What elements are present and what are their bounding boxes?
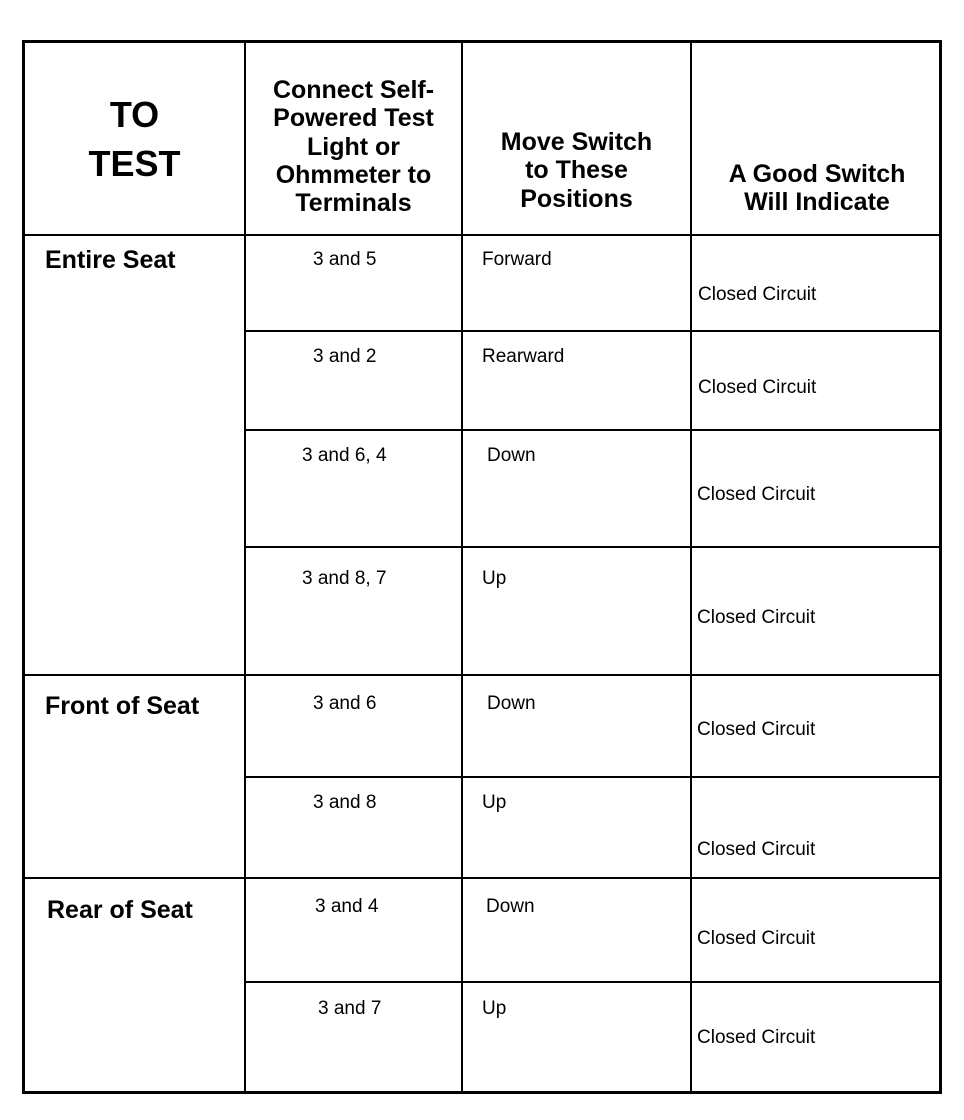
position-cell: Rearward [482,346,565,367]
terminals-cell: 3 and 4 [315,896,379,917]
header-line: Powered Test [273,104,434,133]
position-cell: Down [486,896,535,917]
result-cell: Closed Circuit [697,839,816,860]
terminals-cell: 3 and 2 [313,346,377,367]
position-cell: Forward [482,249,552,270]
terminals-cell: 3 and 6, 4 [302,445,387,466]
header-to-test [25,91,244,188]
result-cell: Closed Circuit [697,484,816,505]
header-line: Move Switch [500,128,653,156]
terminals-cell: 3 and 7 [318,998,382,1019]
header-line: A Good Switch [728,160,906,188]
header-divider [25,234,939,236]
row-divider [244,330,939,332]
header-line: to These [525,156,628,185]
terminals-cell: 3 and 8, 7 [302,568,387,589]
header-line: Light or [306,132,401,161]
terminals-cell: 3 and 8 [313,792,377,813]
result-cell: Closed Circuit [697,1027,816,1048]
result-cell: Closed Circuit [698,377,817,398]
header-line: Positions [520,184,633,213]
result-cell: Closed Circuit [697,928,816,949]
header-line: TEST [88,142,181,184]
row-divider [244,546,939,548]
group-divider [25,674,939,676]
result-cell: Closed Circuit [697,607,816,628]
group-label: Rear of Seat [47,896,193,924]
result-cell: Closed Circuit [697,719,816,740]
group-label: Front of Seat [45,692,200,720]
terminals-cell: 3 and 6 [313,693,377,714]
header-line: Terminals [295,189,412,217]
position-cell: Up [482,792,507,813]
row-divider [244,981,939,983]
header-move-switch [463,128,690,213]
group-divider [25,877,939,879]
header-line: Connect Self- [272,76,435,104]
group-label: Entire Seat [45,246,176,274]
header-good-switch [692,160,942,217]
result-cell: Closed Circuit [698,284,817,305]
row-divider [244,429,939,431]
header-line: Ohmmeter to [275,160,432,189]
header-line: Will Indicate [744,188,890,217]
position-cell: Up [482,568,507,589]
test-table [22,40,942,1094]
position-cell: Down [487,445,536,466]
header-line: TO [109,94,160,135]
position-cell: Up [482,998,507,1019]
position-cell: Down [487,693,536,714]
row-divider [244,776,939,778]
terminals-cell: 3 and 5 [313,249,377,270]
header-connect-terminals [246,76,461,217]
